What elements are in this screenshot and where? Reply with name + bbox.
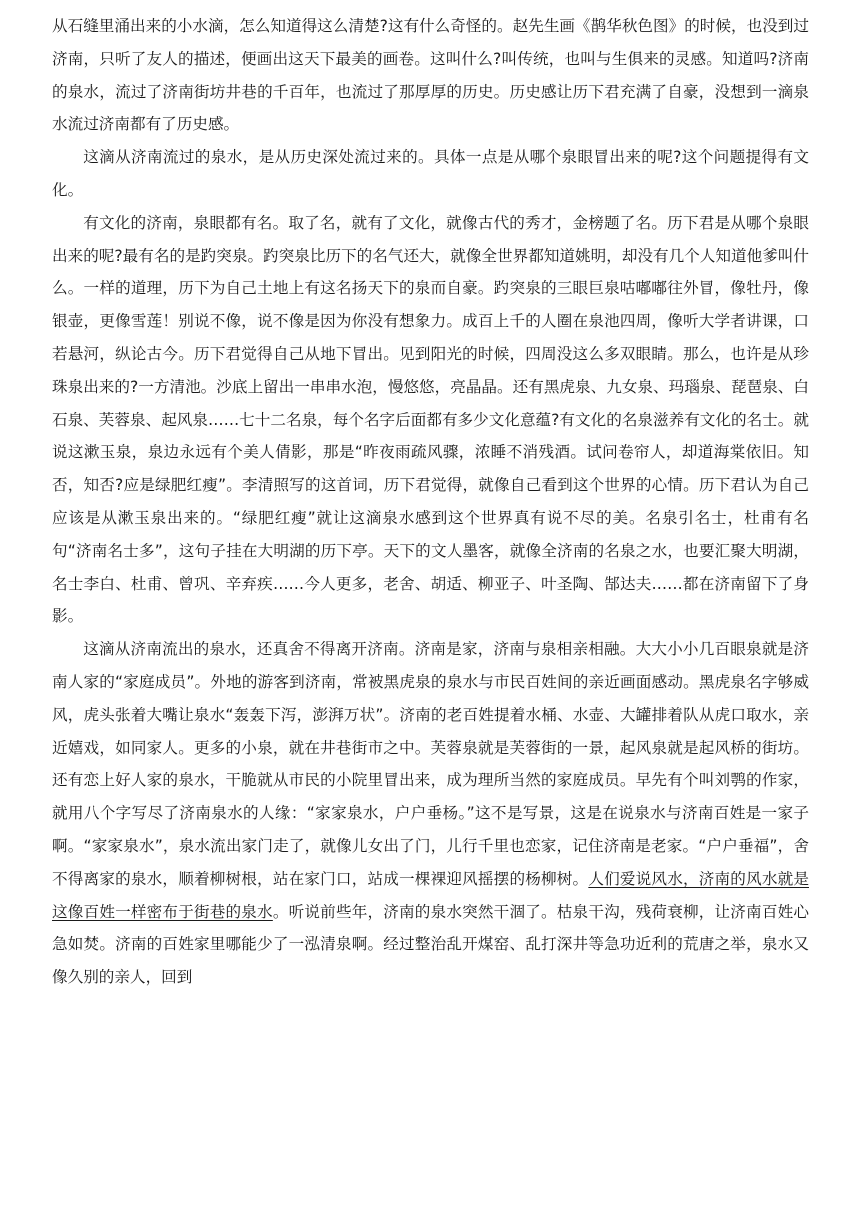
document-page — [52, 10, 809, 994]
paragraph-4 — [52, 633, 809, 994]
paragraph-3: 有文化的济南，泉眼都有名。取了名，就有了文化，就像古代的秀才，金榜题了名。历下君是从哪个泉眼出来的呢?最有名的是趵突泉。趵突泉比历下的名气还大，就像全世界都知道姚明，却没有几个人知道他爹叫什么。一样的道理，历下为自己土地上有这名扬天下的泉而自豪。趵突泉的三眼巨泉咕嘟嘟往外冒，像牡丹，像银壶，更像雪莲！别说不像，说不像是因为你没有想象力。成百上千的人圈在泉池四周，像听大学者讲课，口若悬河，纵论古今。历下君觉得自己从地下冒出。见到阳光的时候，四周没这么多双眼睛。那么，也许是从珍珠泉出来的?一方清池。沙底上留出一串串水泡，慢悠悠，亮晶晶。还有黑虎泉、九女泉、玛瑙泉、琵琶泉、白石泉、芙蓉泉、起风泉……七十二名泉，每个名字后面都有多少文化意蕴?有文化的名泉滋养有文化的名士。就说这漱玉泉，泉边永远有个美人倩影，那是“昨夜雨疏风骤，浓睡不消残酒。试问卷帘人，却道海棠依旧。知否，知否?应是绿肥红瘦”。李清照写的这首词，历下君觉得，就像自己看到这个世界的心情。历下君认为自己应该是从漱玉泉出来的。“绿肥红瘦”就让这滴泉水感到这个世界真有说不尽的美。名泉引名士，杜甫有名句“济南名士多”，这句子挂在大明湖的历下亭。天下的文人墨客，就像全济南的名泉之水，也要汇聚大明湖，名士李白、杜甫、曾巩、辛弃疾……今人更多，老舍、胡适、柳亚子、叶圣陶、郜达夫……都在济南留下了身影。 — [52, 213, 809, 626]
underlined-sentence: 人们爱说风水，济南的风水就是这像百姓一样密布于街巷的泉水 — [52, 869, 809, 921]
paragraph-4-text-before: 这滴从济南流出的泉水，还真舍不得离开济南。济南是家，济南与泉相亲相融。大大小小几百眼泉就是济南人家的“家庭成员”。外地的游客到济南，常被黑虎泉的泉水与市民百姓间的亲近画面感动。黑虎泉名字够威风，虎头张着大嘴让泉水“轰轰下泻，澎湃万状”。济南的老百姓提着水桶、水壶、大罐排着队从虎口取水，亲近嬉戏，如同家人。更多的小泉，就在井巷街市之中。芙蓉泉就是芙蓉街的一景，起风泉就是起风桥的街坊。还有恋上好人家的泉水，干脆就从市民的小院里冒出来，成为理所当然的家庭成员。早先有个叫刘鹗的作家，就用八个字写尽了济南泉水的人缘：“家家泉水，户户垂杨。”这不是写景，这是在说泉水与济南百姓是一家子啊。“家家泉水”，泉水流出家门走了，就像儿女出了门，儿行千里也恋家，记住济南是老家。“户户垂福”，舍不得离家的泉水，顺着柳树根，站在家门口，站成一棵裸迎风摇摆的杨柳树。 — [52, 640, 809, 888]
paragraph-1: 从石缝里涌出来的小水滴，怎么知道得这么清楚?这有什么奇怪的。赵先生画《鹊华秋色图》的时候，也没到过济南，只听了友人的描述，便画出这天下最美的画卷。这叫什么?叫传统，也叫与生俱来的灵感。知道吗?济南的泉水，流过了济南街坊井巷的千百年，也流过了那厚厚的历史。历史感让历下君充满了自豪，没想到一滴泉水流过济南都有了历史感。 — [52, 17, 809, 134]
paragraph-2: 这滴从济南流过的泉水，是从历史深处流过来的。具体一点是从哪个泉眼冒出来的呢?这个问题提得有文化。 — [52, 148, 809, 199]
paragraph-4-text-after: 。听说前些年，济南的泉水突然干涸了。枯泉干沟，残荷衰柳，让济南百姓心急如焚。济南的百姓家里哪能少了一泓清泉啊。经过整治乱开煤窑、乱打深井等急功近利的荒唐之举，泉水又像久别的亲人，回到 — [52, 902, 809, 987]
